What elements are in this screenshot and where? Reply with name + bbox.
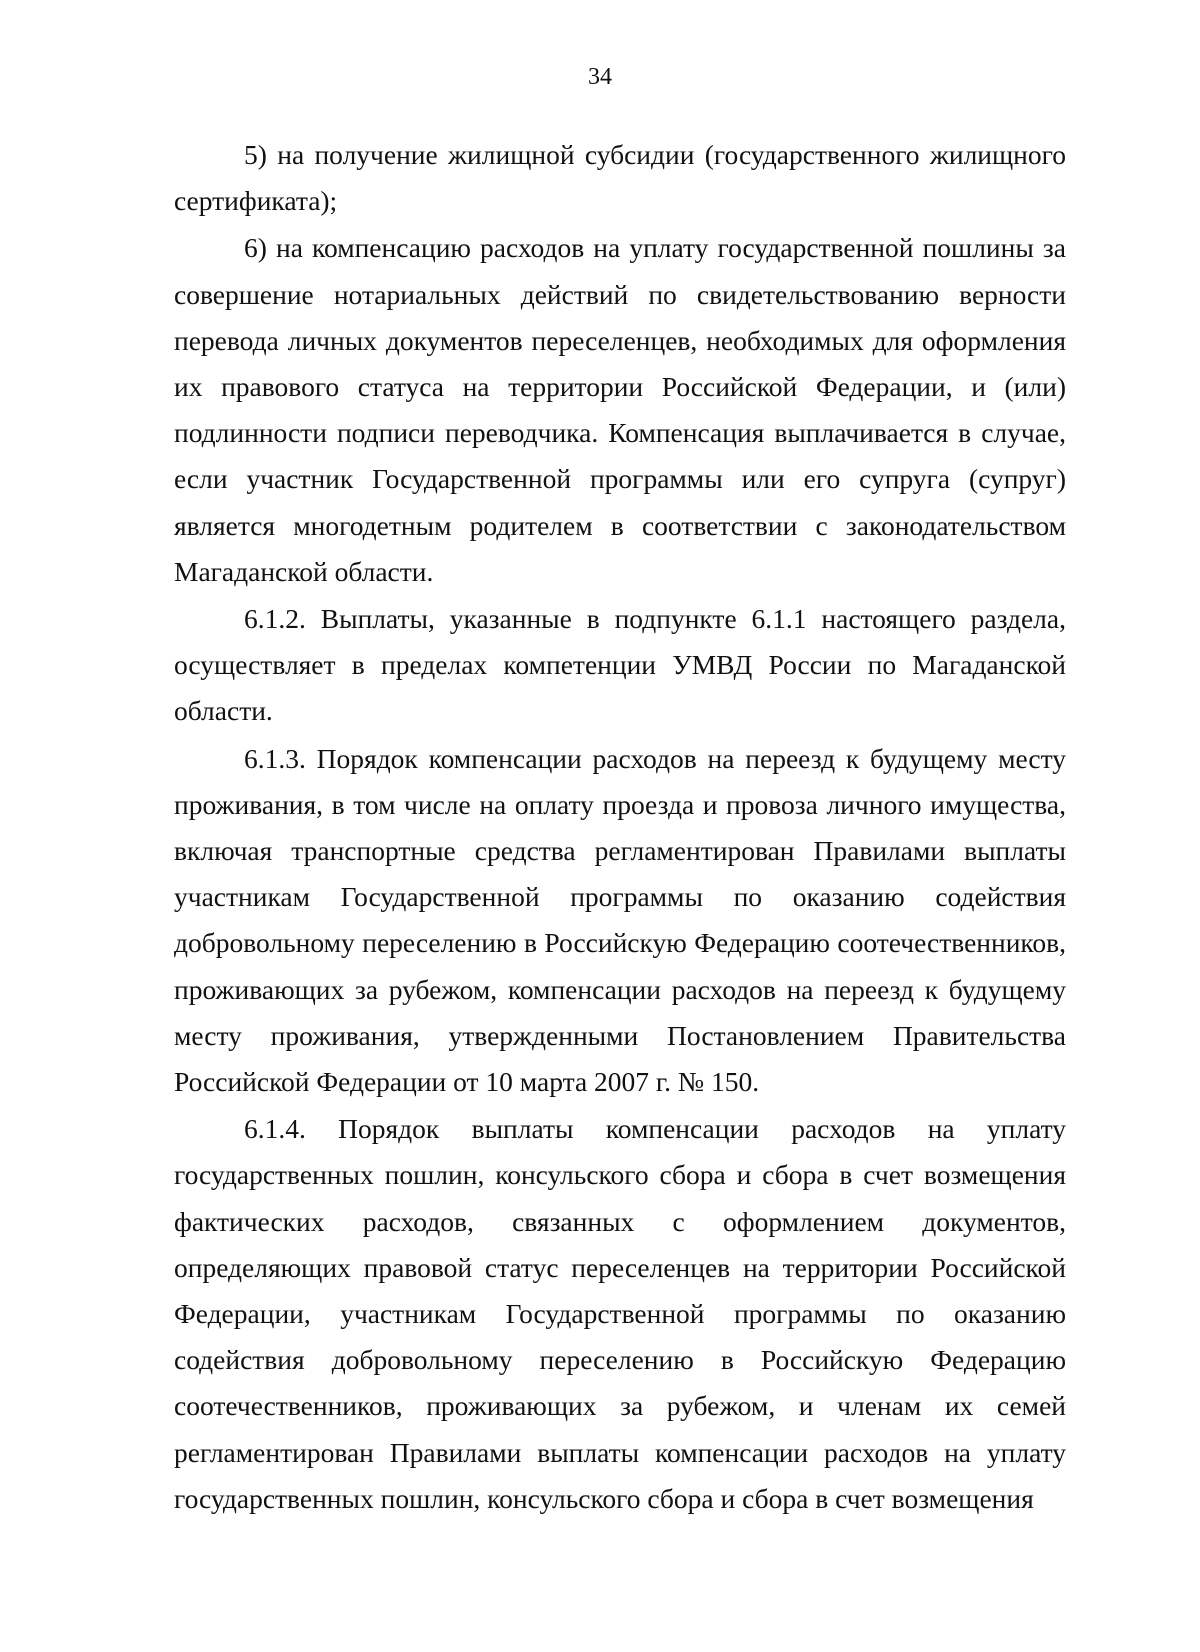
paragraph-item-6: 6) на компенсацию расходов на уплату государственной пошлины за совершение нотариальных действий по свидетельствованию верности перевода личных документов переселенцев, необходимых для оформления их правового статуса на территории Российской Федерации, и (или) подлинности подписи переводчика. Компенсация выплачивается в случае, если участник Государственной программы или его супруга (супруг) является многодетным родителем в соответствии с законодательством Магаданской области. xyxy=(174,232,1066,587)
paragraph-item-5: 5) на получение жилищной субсидии (государственного жилищного сертификата); xyxy=(174,139,1066,217)
paragraph-section-6-1-3: 6.1.3. Порядок компенсации расходов на переезд к будущему месту проживания, в том числе на оплату проезда и провоза личного имущества, включая транспортные средства регламентирован Правилами выплаты участникам Государственной программы по оказанию содействия добровольному переселению в Российскую Федерацию соотечественников, проживающих за рубежом, компенсации расходов на переезд к будущему месту проживания, утвержденными Постановлением Правительства Российской Федерации от 10 марта 2007 г. № 150. xyxy=(174,742,1066,1098)
paragraph-section-6-1-4: 6.1.4. Порядок выплаты компенсации расходов на уплату государственных пошлин, консульского сбора и сбора в счет возмещения фактических расходов, связанных с оформлением документов, определяющих правовой статус переселенцев на территории Российской Федерации, участникам Государственной программы по оказанию содействия добровольному переселению в Российскую Федерацию соотечественников, проживающих за рубежом, и членам их семей регламентирован Правилами выплаты компенсации расходов на уплату государственных пошлин, консульского сбора и сбора в счет возмещения xyxy=(174,1113,1066,1514)
paragraph-section-6-1-2: 6.1.2. Выплаты, указанные в подпункте 6.1.1 настоящего раздела, осуществляет в пределах компетенции УМВД России по Магаданской области. xyxy=(174,603,1066,727)
page-number: 34 xyxy=(588,64,612,90)
document-body xyxy=(174,132,1066,1522)
